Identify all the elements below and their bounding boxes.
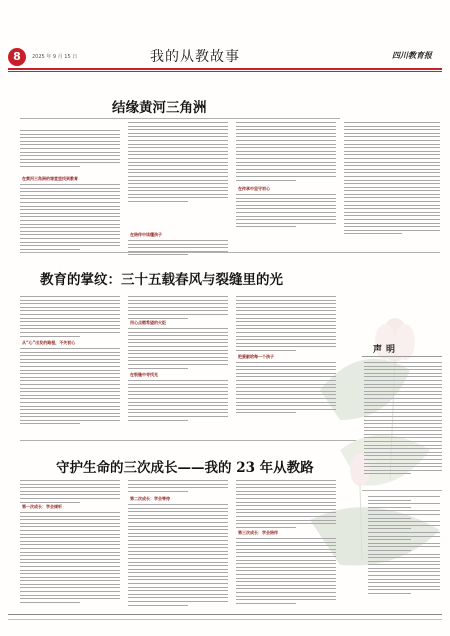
article-1-bottom-rule	[20, 252, 440, 253]
article-3-subhead-1: 第一次成长：学会倾听	[22, 504, 62, 509]
article-2-subhead-3: 在裂缝中寻找光	[130, 372, 158, 377]
statement-title: 声明	[373, 345, 400, 355]
article-2-subhead-4: 把爱献给每一个孩子	[238, 354, 274, 359]
article-1-col-1b	[20, 184, 120, 252]
article-1-col-2b	[128, 240, 228, 258]
masthead-logo: 四川教育报	[392, 50, 432, 60]
article-2-col-2	[128, 296, 228, 321]
article-3-subhead-2: 第二次成长：学会等待	[130, 496, 170, 501]
footer-rule	[8, 614, 442, 615]
article-2-subhead-2: 用心点燃希望的火炬	[130, 320, 166, 325]
article-3-col-2b	[128, 504, 228, 608]
article-1-col-3	[236, 122, 336, 183]
article-2-col-2c	[128, 380, 228, 423]
editorial-credits	[368, 496, 440, 597]
article-1-col-1	[20, 130, 120, 170]
article-1-title: 结缘黄河三角洲	[112, 100, 207, 116]
article-2-col-1	[20, 296, 120, 339]
article-2-bottom-rule	[20, 440, 356, 441]
article-3-col-2	[128, 480, 228, 494]
article-3-col-3	[236, 480, 336, 530]
article-1-col-2	[128, 122, 228, 205]
statement-text	[364, 362, 442, 477]
article-1-subhead-2: 在陪伴中读懂孩子	[130, 232, 162, 237]
article-2-col-1b	[20, 348, 120, 427]
article-1-title-rule	[20, 118, 340, 119]
section-title: 我的从教故事	[150, 49, 240, 65]
article-3-col-1	[20, 480, 120, 505]
article-2-col-2b	[128, 328, 228, 371]
page-number: 8	[8, 48, 26, 66]
header-rule-thin	[8, 71, 442, 72]
article-2-col-3	[236, 296, 336, 354]
article-2-subhead-1: 从“心”出发的路程，不失初心	[22, 340, 76, 345]
article-1-subhead-1: 在黄河三角洲的课堂里找到教育	[22, 176, 78, 181]
issue-date: 2025 年 9 月 15 日	[32, 54, 78, 60]
article-1-col-4	[344, 122, 440, 237]
article-3-col-1b	[20, 512, 120, 605]
header-rule	[8, 68, 442, 70]
article-2-title: 教育的掌纹：三十五载春风与裂缝里的光	[40, 272, 283, 288]
article-1-subhead-3: 在传承中坚守初心	[238, 186, 270, 191]
article-2-col-3b	[236, 362, 336, 416]
article-3-subhead-3: 第三次成长：学会陪伴	[238, 530, 278, 535]
sidebar-rule	[362, 356, 442, 357]
article-3-title: 守护生命的三次成长——我的 23 年从教路	[56, 460, 314, 476]
article-1-col-3b	[236, 194, 336, 230]
footer-info	[8, 619, 442, 623]
article-3-col-3b	[236, 538, 336, 606]
credits-rule	[362, 490, 442, 491]
